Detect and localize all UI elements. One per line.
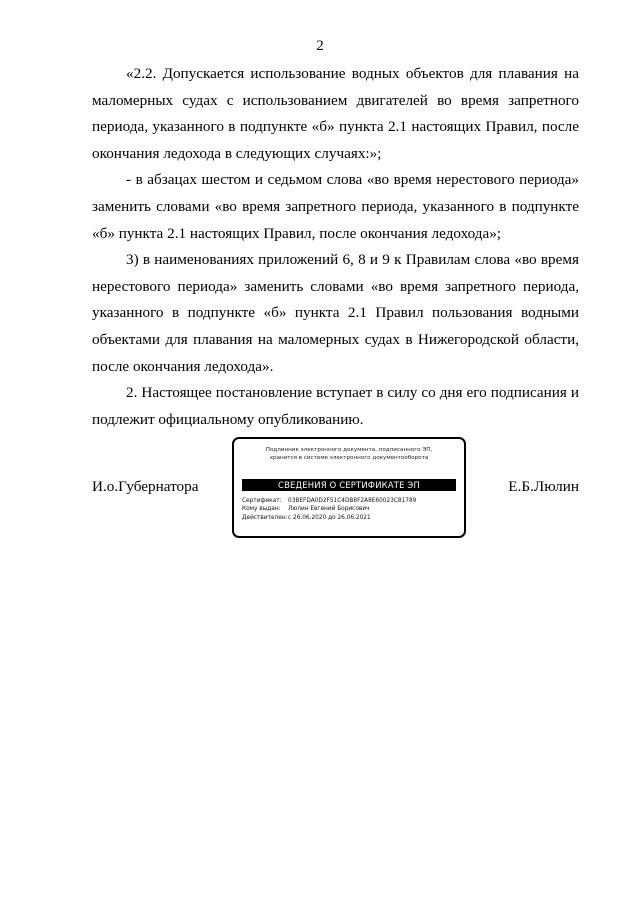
signer-name: Е.Б.Люлин <box>508 478 579 495</box>
owner-label: Кому выдан: <box>242 506 281 513</box>
stamp-row-owner <box>242 505 464 513</box>
signer-title: И.о.Губернатора <box>92 478 199 495</box>
stamp-intro-line-2: хранится в системе электронного документооборота <box>269 455 429 461</box>
document-body <box>92 61 579 433</box>
validity-label: Действителен: <box>242 514 288 521</box>
stamp-intro <box>234 446 464 462</box>
owner-value: Люлин Евгений Борисович <box>288 506 370 513</box>
signature-block <box>92 437 579 543</box>
certificate-value: 03BEFDA0D2F51C4DB8F2A8E60023C81789 <box>288 498 417 504</box>
certificate-label: Сертификат: <box>242 498 282 504</box>
stamp-row-certificate <box>242 497 464 505</box>
e-signature-stamp <box>232 437 466 538</box>
page-number: 2 <box>316 38 324 54</box>
paragraph-abzacy: - в абзацах шестом и седьмом слова «во время нерестового периода» заменить словами «во время запретного периода, указанного в подпункте «б» пункта 2.1 настоящих Правил, после окончания ледохода»; <box>92 171 579 242</box>
stamp-intro-line-1: Подлинник электронного документа, подписанного ЭП, <box>265 447 433 453</box>
stamp-header: СВЕДЕНИЯ О СЕРТИФИКАТЕ ЭП <box>242 479 456 491</box>
paragraph-amendment-2-2: «2.2. Допускается использование водных объектов для плавания на маломерных судах с использованием двигателей во время запретного периода, указанного в подпункте «б» пункта 2.1 настоящих Правил, после окончания ледохода в следующих случаях:»; <box>92 65 579 162</box>
paragraph-effective: 2. Настоящее постановление вступает в силу со дня его подписания и подлежит официальному опубликованию. <box>92 384 579 428</box>
validity-value: с 26.06.2020 до 26.06.2021 <box>288 514 371 521</box>
paragraph-appendices: 3) в наименованиях приложений 6, 8 и 9 к Правилам слова «во время нерестового периода» заменить словами «во время запретного периода, указанного в подпункте «б» пункта 2.1 Правил пользования водными объектами для плавания на маломерных судах в Нижегородской области, после окончания ледохода». <box>92 251 579 375</box>
stamp-row-validity <box>242 514 464 522</box>
stamp-details <box>242 497 464 522</box>
